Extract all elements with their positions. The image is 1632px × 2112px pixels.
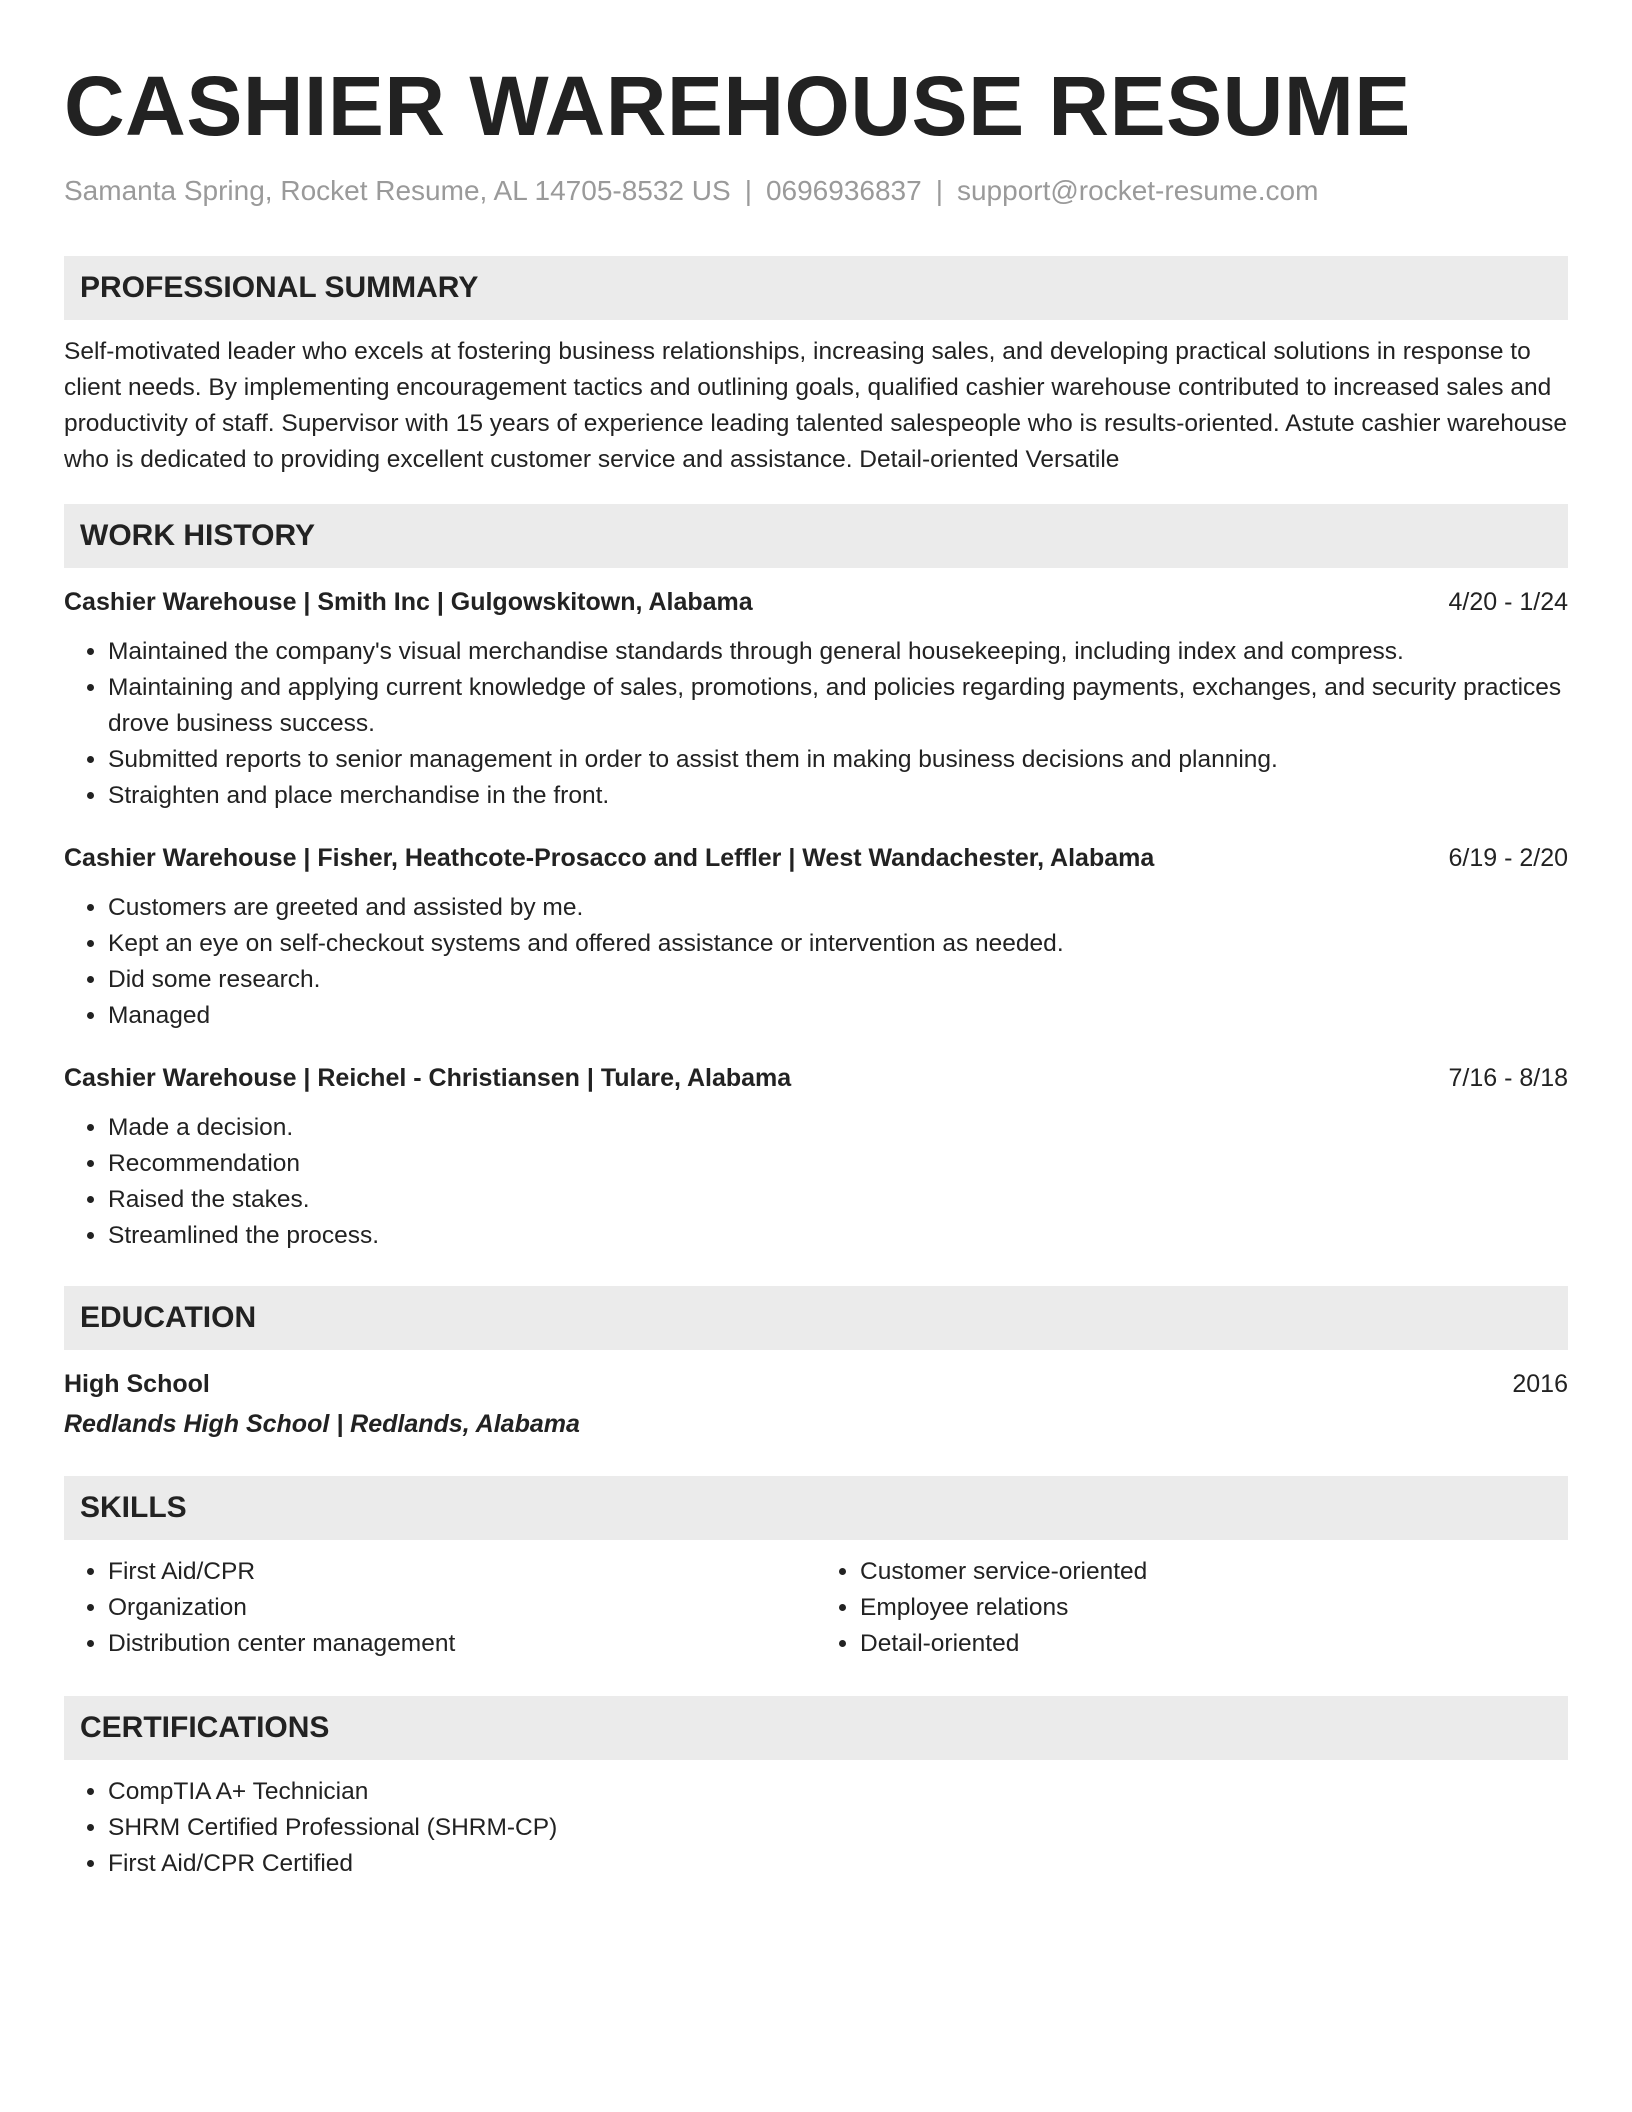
list-item: • SHRM Certified Professional (SHRM-CP): [108, 1810, 1568, 1846]
section-heading-skills: SKILLS: [64, 1476, 1568, 1540]
list-item: • Organization: [108, 1590, 816, 1626]
list-item: • Did some research.: [108, 962, 1568, 998]
job-dates: 7/16 - 8/18: [1448, 1064, 1568, 1092]
list-item: • Kept an eye on self-checkout systems and offered assistance or intervention as needed.: [108, 926, 1568, 962]
contact-separator: |: [935, 175, 943, 206]
list-item: • First Aid/CPR Certified: [108, 1846, 1568, 1882]
contact-line: [64, 174, 1568, 208]
list-item: • Managed: [108, 998, 1568, 1034]
list-item: • Detail-oriented: [860, 1626, 1568, 1662]
education-school: Redlands High School | Redlands, Alabama: [64, 1410, 580, 1438]
education-header: [64, 1366, 1568, 1402]
section-heading-education: EDUCATION: [64, 1286, 1568, 1350]
section-heading-summary: PROFESSIONAL SUMMARY: [64, 256, 1568, 320]
job-title: Cashier Warehouse | Reichel - Christiansen | Tulare, Alabama: [64, 1064, 792, 1092]
list-item: • Submitted reports to senior management in order to assist them in making business decisions and planning.: [108, 742, 1568, 778]
job-bullets: [64, 890, 1568, 1034]
contact-separator: |: [744, 175, 752, 206]
list-item: • CompTIA A+ Technician: [108, 1774, 1568, 1810]
list-item: • Made a decision.: [108, 1110, 1568, 1146]
job-dates: 6/19 - 2/20: [1448, 844, 1568, 872]
list-item: • First Aid/CPR: [108, 1554, 816, 1590]
job-bullets: [64, 1110, 1568, 1254]
job-bullets: [64, 634, 1568, 814]
list-item: • Straighten and place merchandise in the front.: [108, 778, 1568, 814]
list-item: • Customers are greeted and assisted by me.: [108, 890, 1568, 926]
list-item: • Maintained the company's visual merchandise standards through general housekeeping, including index and compress.: [108, 634, 1568, 670]
job-dates: 4/20 - 1/24: [1448, 588, 1568, 616]
list-item: • Maintaining and applying current knowledge of sales, promotions, and policies regarding payments, exchanges, and security practices drove business success.: [108, 670, 1568, 742]
contact-address: Samanta Spring, Rocket Resume, AL 14705-8532 US: [64, 175, 731, 206]
section-heading-work: WORK HISTORY: [64, 504, 1568, 568]
job-title: Cashier Warehouse | Smith Inc | Gulgowskitown, Alabama: [64, 588, 753, 616]
skills-column-right: [816, 1554, 1568, 1662]
list-item: • Raised the stakes.: [108, 1182, 1568, 1218]
job-header: [64, 1060, 1568, 1096]
skills-column-left: [64, 1554, 816, 1662]
list-item: • Employee relations: [860, 1590, 1568, 1626]
job-header: [64, 584, 1568, 620]
resume-title: CASHIER WAREHOUSE RESUME: [64, 59, 1411, 153]
education-entry: [64, 1366, 1568, 1442]
list-item: • Distribution center management: [108, 1626, 816, 1662]
section-heading-certifications: CERTIFICATIONS: [64, 1696, 1568, 1760]
job-entry: [64, 1060, 1568, 1254]
list-item: • Streamlined the process.: [108, 1218, 1568, 1254]
certifications-list: [64, 1774, 1568, 1882]
skills-grid: [64, 1554, 1568, 1662]
job-header: [64, 840, 1568, 876]
contact-phone: 0696936837: [765, 175, 922, 206]
list-item: • Recommendation: [108, 1146, 1568, 1182]
job-entry: [64, 840, 1568, 1034]
contact-email: support@rocket-resume.com: [956, 175, 1319, 206]
education-year: 2016: [1512, 1370, 1568, 1398]
job-title: Cashier Warehouse | Fisher, Heathcote-Prosacco and Leffler | West Wandachester, Alabama: [64, 844, 1155, 872]
education-degree: High School: [64, 1370, 210, 1398]
job-entry: [64, 584, 1568, 814]
summary-text: Self-motivated leader who excels at fostering business relationships, increasing sales, and developing practical solutions in response to client needs. By implementing encouragement tactics and outlining goals, qualified cashier warehouse contributed to increased sales and productivity of staff. Supervisor with 15 years of experience leading talented salespeople who is results-oriented. Astute cashier warehouse who is dedicated to providing excellent customer service and assistance. Detail-oriented Versatile: [64, 338, 1568, 473]
list-item: • Customer service-oriented: [860, 1554, 1568, 1590]
